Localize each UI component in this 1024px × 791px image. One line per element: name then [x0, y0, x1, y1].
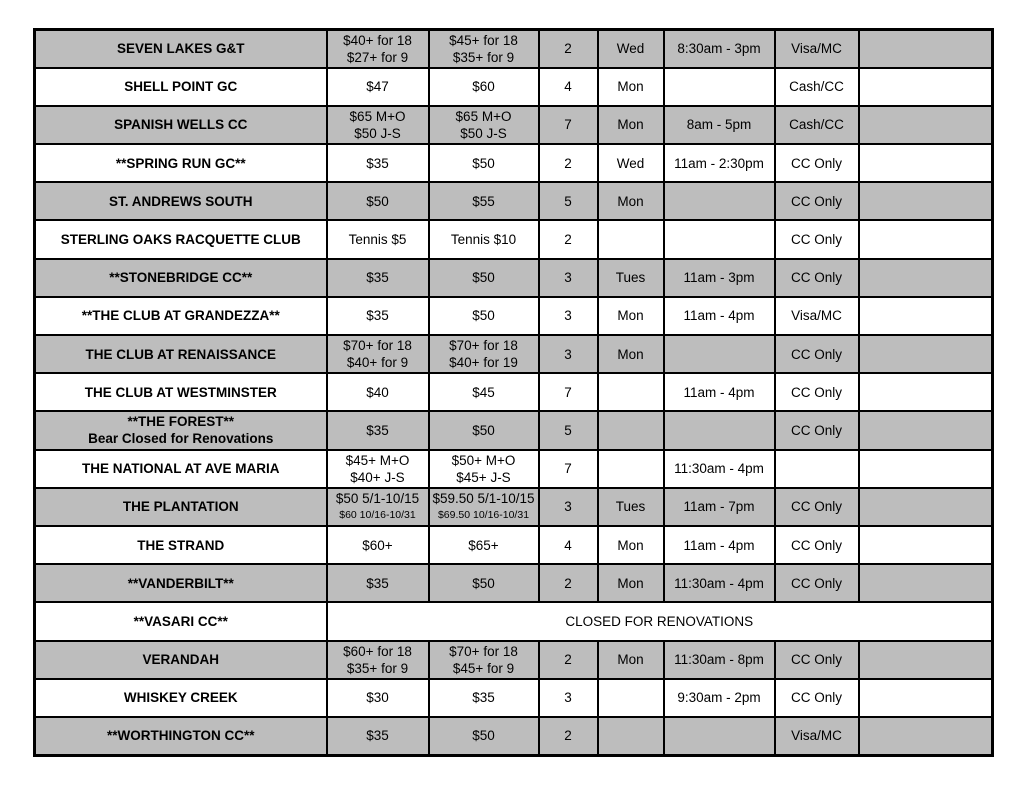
price2-line: Tennis $10 [450, 232, 517, 248]
closed-notice-cell: CLOSED FOR RENOVATIONS [327, 602, 993, 640]
price-cell-2 [429, 488, 539, 526]
price-cell-2 [429, 106, 539, 144]
price-cell-1 [327, 450, 429, 488]
hours-cell: 11:30am - 4pm [664, 564, 775, 602]
price1-line: $70+ for 18 [343, 338, 412, 354]
table-row [35, 220, 993, 258]
price-cell-1 [327, 488, 429, 526]
payment-cell [775, 450, 859, 488]
notes-cell [859, 641, 993, 679]
price1-line: $40+ J-S [350, 469, 405, 485]
hours-cell: 11am - 4pm [664, 526, 775, 564]
number-cell: 2 [539, 717, 598, 755]
hours-cell: 9:30am - 2pm [664, 679, 775, 717]
day-cell: Mon [598, 106, 664, 144]
price1-line: $35 [366, 155, 389, 171]
price2-line: $35 [472, 690, 495, 706]
notes-cell [859, 259, 993, 297]
course-name-cell [35, 220, 327, 258]
number-cell: 5 [539, 182, 598, 220]
hours-cell [664, 411, 775, 449]
table-body [35, 30, 993, 756]
price2-line: $45 [472, 384, 495, 400]
day-cell: Mon [598, 641, 664, 679]
price2-line: $50 [472, 270, 495, 286]
table-row [35, 259, 993, 297]
notes-cell [859, 297, 993, 335]
payment-cell: CC Only [775, 373, 859, 411]
price-cell-1 [327, 641, 429, 679]
price1-line: $45+ M+O [345, 452, 410, 468]
number-cell: 4 [539, 526, 598, 564]
price-cell-1 [327, 411, 429, 449]
number-cell: 3 [539, 335, 598, 373]
notes-cell [859, 450, 993, 488]
table-row [35, 564, 993, 602]
price1-line: $40+ for 9 [346, 355, 409, 371]
price2-line: $50 [472, 422, 495, 438]
name-line: SHELL POINT GC [124, 79, 238, 95]
price2-line: $60 [472, 79, 495, 95]
name-line: THE PLANTATION [122, 499, 239, 515]
course-name-cell [35, 106, 327, 144]
price1-line: $35 [366, 422, 389, 438]
name-line: **STONEBRIDGE CC** [109, 270, 253, 286]
price1-line: $35+ for 9 [346, 660, 409, 676]
course-name-cell [35, 526, 327, 564]
day-cell [598, 373, 664, 411]
price1-line: $35 [366, 308, 389, 324]
payment-cell: Visa/MC [775, 717, 859, 755]
hours-cell: 11:30am - 4pm [664, 450, 775, 488]
table-row [35, 297, 993, 335]
payment-cell: CC Only [775, 220, 859, 258]
price2-line: $45+ for 9 [452, 660, 515, 676]
notes-cell [859, 30, 993, 68]
course-name-cell [35, 717, 327, 755]
price1-line: $50 5/1-10/15 [335, 490, 420, 506]
price-cell-2 [429, 68, 539, 106]
price1-line: $65 M+O [349, 108, 406, 124]
price1-line: $60 10/16-10/31 [339, 508, 416, 521]
course-name-cell [35, 182, 327, 220]
table-row [35, 717, 993, 755]
name-line: THE CLUB AT WESTMINSTER [84, 384, 277, 400]
notes-cell [859, 106, 993, 144]
hours-cell: 11am - 3pm [664, 259, 775, 297]
payment-cell: CC Only [775, 526, 859, 564]
hours-cell: 11am - 4pm [664, 373, 775, 411]
name-line: **WORTHINGTON CC** [106, 728, 255, 744]
name-line: ST. ANDREWS SOUTH [108, 193, 253, 209]
table-row [35, 182, 993, 220]
notes-cell [859, 220, 993, 258]
notes-cell [859, 488, 993, 526]
price2-line: $45+ for 18 [449, 32, 518, 48]
price2-line: $70+ for 18 [449, 338, 518, 354]
payment-cell: CC Only [775, 411, 859, 449]
course-name-cell [35, 641, 327, 679]
price2-line: $40+ for 19 [449, 355, 518, 371]
price-cell-1 [327, 564, 429, 602]
day-cell: Mon [598, 526, 664, 564]
price-cell-2 [429, 450, 539, 488]
price1-line: $50 J-S [354, 125, 401, 141]
number-cell: 7 [539, 373, 598, 411]
price-cell-2 [429, 641, 539, 679]
notes-cell [859, 526, 993, 564]
table-row [35, 335, 993, 373]
price-cell-2 [429, 679, 539, 717]
price-cell-1 [327, 220, 429, 258]
payment-cell: CC Only [775, 335, 859, 373]
hours-cell: 11am - 2:30pm [664, 144, 775, 182]
hours-cell [664, 182, 775, 220]
price-cell-1 [327, 679, 429, 717]
hours-cell: 11am - 7pm [664, 488, 775, 526]
hours-cell [664, 68, 775, 106]
table-row [35, 602, 993, 640]
course-name-cell [35, 488, 327, 526]
price2-line: $65+ [468, 537, 499, 553]
name-line: STERLING OAKS RACQUETTE CLUB [60, 232, 301, 248]
name-line: **SPRING RUN GC** [115, 155, 246, 171]
day-cell [598, 717, 664, 755]
price2-line: $45+ J-S [456, 469, 511, 485]
day-cell: Mon [598, 335, 664, 373]
table-row [35, 30, 993, 68]
price1-line: $35 [366, 270, 389, 286]
payment-cell: CC Only [775, 641, 859, 679]
number-cell: 2 [539, 641, 598, 679]
payment-cell: CC Only [775, 144, 859, 182]
number-cell: 7 [539, 450, 598, 488]
course-name-cell [35, 30, 327, 68]
payment-cell: Cash/CC [775, 106, 859, 144]
price1-line: $30 [366, 690, 389, 706]
price1-line: $47 [366, 79, 389, 95]
course-name-cell [35, 68, 327, 106]
payment-cell: CC Only [775, 182, 859, 220]
number-cell: 2 [539, 30, 598, 68]
price-cell-2 [429, 144, 539, 182]
price-cell-2 [429, 259, 539, 297]
price-cell-2 [429, 526, 539, 564]
price2-line: $55 [472, 193, 495, 209]
price1-line: $27+ for 9 [346, 49, 409, 65]
price2-line: $50 [472, 308, 495, 324]
day-cell [598, 411, 664, 449]
number-cell: 5 [539, 411, 598, 449]
notes-cell [859, 373, 993, 411]
price1-line: $35 [366, 728, 389, 744]
course-name-cell [35, 411, 327, 449]
price-cell-2 [429, 717, 539, 755]
name-line: THE NATIONAL AT AVE MARIA [82, 461, 280, 477]
price2-line: $50 [472, 575, 495, 591]
day-cell: Wed [598, 144, 664, 182]
name-line: THE CLUB AT RENAISSANCE [85, 346, 276, 362]
price2-line: $50 [472, 728, 495, 744]
table-row [35, 450, 993, 488]
price2-line: $59.50 5/1-10/15 [432, 490, 535, 506]
table-row [35, 679, 993, 717]
notes-cell [859, 411, 993, 449]
price2-line: $69.50 10/16-10/31 [437, 508, 530, 521]
table-row [35, 411, 993, 449]
payment-cell: CC Only [775, 679, 859, 717]
price2-line: $35+ for 9 [452, 49, 515, 65]
name-line: Bear Closed for Renovations [88, 431, 274, 447]
name-line: THE STRAND [137, 537, 225, 553]
price-cell-2 [429, 30, 539, 68]
name-line: SEVEN LAKES G&T [116, 41, 245, 57]
table-row [35, 373, 993, 411]
notes-cell [859, 182, 993, 220]
price-cell-2 [429, 373, 539, 411]
number-cell: 2 [539, 144, 598, 182]
price-cell-1 [327, 526, 429, 564]
number-cell: 4 [539, 68, 598, 106]
price1-line: $35 [366, 575, 389, 591]
payment-cell: CC Only [775, 488, 859, 526]
price2-line: $70+ for 18 [449, 643, 518, 659]
name-line: SPANISH WELLS CC [114, 117, 248, 133]
table-row [35, 68, 993, 106]
price1-line: $60+ [362, 537, 393, 553]
price-cell-2 [429, 220, 539, 258]
course-name-cell [35, 679, 327, 717]
price2-line: $65 M+O [455, 108, 512, 124]
notes-cell [859, 144, 993, 182]
price-cell-2 [429, 335, 539, 373]
price-cell-1 [327, 335, 429, 373]
name-line: **VASARI CC** [133, 613, 228, 629]
price1-line: Tennis $5 [348, 232, 407, 248]
payment-cell: Visa/MC [775, 30, 859, 68]
price-cell-1 [327, 259, 429, 297]
hours-cell [664, 717, 775, 755]
number-cell: 2 [539, 564, 598, 602]
price-cell-1 [327, 373, 429, 411]
payment-cell: Visa/MC [775, 297, 859, 335]
course-name-cell [35, 335, 327, 373]
notes-cell [859, 717, 993, 755]
number-cell: 7 [539, 106, 598, 144]
table-row [35, 144, 993, 182]
day-cell: Wed [598, 30, 664, 68]
price-cell-1 [327, 68, 429, 106]
price-cell-1 [327, 297, 429, 335]
day-cell: Mon [598, 297, 664, 335]
price1-line: $60+ for 18 [343, 643, 412, 659]
hours-cell: 11:30am - 8pm [664, 641, 775, 679]
course-rates-table [33, 28, 994, 757]
notes-cell [859, 679, 993, 717]
name-line: WHISKEY CREEK [123, 690, 238, 706]
price-cell-1 [327, 30, 429, 68]
hours-cell [664, 220, 775, 258]
price-cell-1 [327, 182, 429, 220]
notes-cell [859, 68, 993, 106]
day-cell: Mon [598, 564, 664, 602]
table-row [35, 641, 993, 679]
name-line: VERANDAH [142, 652, 219, 668]
payment-cell: Cash/CC [775, 68, 859, 106]
price-cell-1 [327, 717, 429, 755]
course-name-cell [35, 602, 327, 640]
day-cell: Mon [598, 68, 664, 106]
day-cell [598, 220, 664, 258]
price2-line: $50 J-S [460, 125, 507, 141]
number-cell: 2 [539, 220, 598, 258]
price-cell-2 [429, 182, 539, 220]
table-row [35, 106, 993, 144]
name-line: **THE CLUB AT GRANDEZZA** [81, 308, 280, 324]
price-cell-2 [429, 297, 539, 335]
payment-cell: CC Only [775, 564, 859, 602]
price1-line: $40+ for 18 [343, 32, 412, 48]
price-cell-2 [429, 411, 539, 449]
hours-cell: 8am - 5pm [664, 106, 775, 144]
table-row [35, 526, 993, 564]
price1-line: $50 [366, 193, 389, 209]
course-name-cell [35, 450, 327, 488]
number-cell: 3 [539, 488, 598, 526]
price2-line: $50 [472, 155, 495, 171]
number-cell: 3 [539, 297, 598, 335]
name-line: **THE FOREST** [127, 414, 235, 430]
day-cell: Tues [598, 259, 664, 297]
payment-cell: CC Only [775, 259, 859, 297]
course-name-cell [35, 144, 327, 182]
price-cell-2 [429, 564, 539, 602]
number-cell: 3 [539, 679, 598, 717]
day-cell [598, 679, 664, 717]
hours-cell: 11am - 4pm [664, 297, 775, 335]
course-name-cell [35, 259, 327, 297]
number-cell: 3 [539, 259, 598, 297]
day-cell [598, 450, 664, 488]
course-name-cell [35, 564, 327, 602]
price-cell-1 [327, 106, 429, 144]
day-cell: Mon [598, 182, 664, 220]
hours-cell [664, 335, 775, 373]
course-name-cell [35, 373, 327, 411]
name-line: **VANDERBILT** [127, 575, 234, 591]
table-row [35, 488, 993, 526]
price-cell-1 [327, 144, 429, 182]
price1-line: $40 [366, 384, 389, 400]
notes-cell [859, 335, 993, 373]
price2-line: $50+ M+O [451, 452, 516, 468]
course-name-cell [35, 297, 327, 335]
notes-cell [859, 564, 993, 602]
day-cell: Tues [598, 488, 664, 526]
hours-cell: 8:30am - 3pm [664, 30, 775, 68]
